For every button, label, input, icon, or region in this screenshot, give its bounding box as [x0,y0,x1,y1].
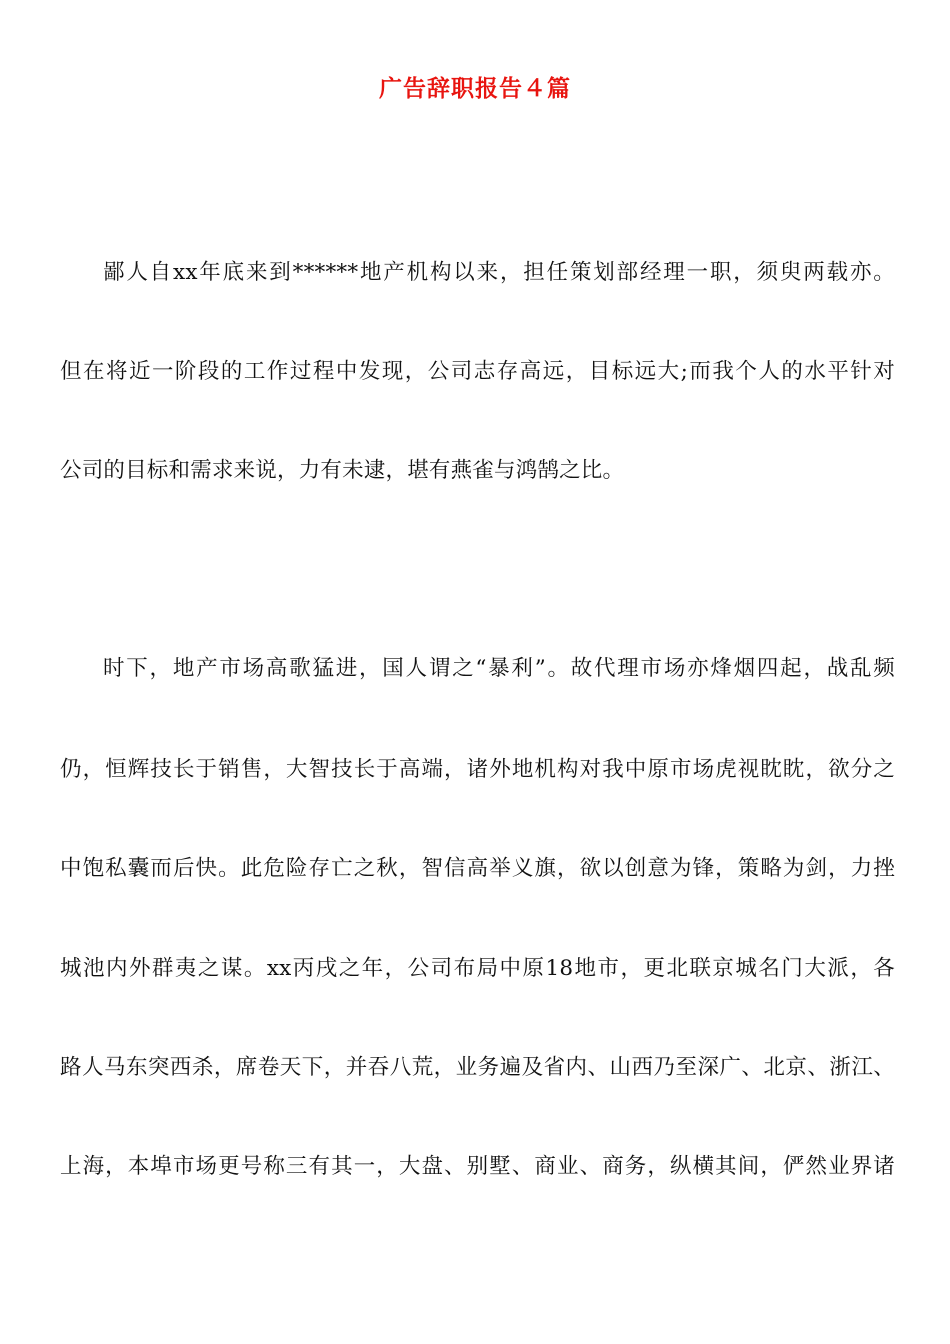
paragraph-2-line-2: 仍，恒辉技长于销售，大智技长于高端，诸外地机构对我中原市场虎视眈眈，欲分之 [60,757,895,782]
paragraph-2-line-1: 时下，地产市场高歌猛进，国人谓之“暴利”。故代理市场亦烽烟四起，战乱频 [103,656,895,681]
paragraph-2-line-4: 城池内外群夷之谋。xx丙戌之年，公司布局中原18地市，更北联京城名门大派，各 [60,956,895,981]
paragraph-2-line-5: 路人马东突西杀，席卷天下，并吞八荒，业务遍及省内、山西乃至深广、北京、浙江、 [60,1055,895,1080]
paragraph-2-line-3: 中饱私囊而后快。此危险存亡之秋，智信高举义旗，欲以创意为锋，策略为剑，力挫 [60,856,895,881]
paragraph-2-line-6: 上海，本埠市场更号称三有其一，大盘、别墅、商业、商务，纵横其间，俨然业界诸 [60,1154,895,1179]
paragraph-1-line-3: 公司的目标和需求来说，力有未逮，堪有燕雀与鸿鹄之比。 [60,458,625,483]
paragraph-1-line-1: 鄙人自xx年底来到******地产机构以来，担任策划部经理一职，须臾两载亦。 [103,260,895,285]
paragraph-1-line-2: 但在将近一阶段的工作过程中发现，公司志存高远，目标远大;而我个人的水平针对 [60,359,895,384]
page-title: 广告辞职报告４篇 [379,76,571,102]
